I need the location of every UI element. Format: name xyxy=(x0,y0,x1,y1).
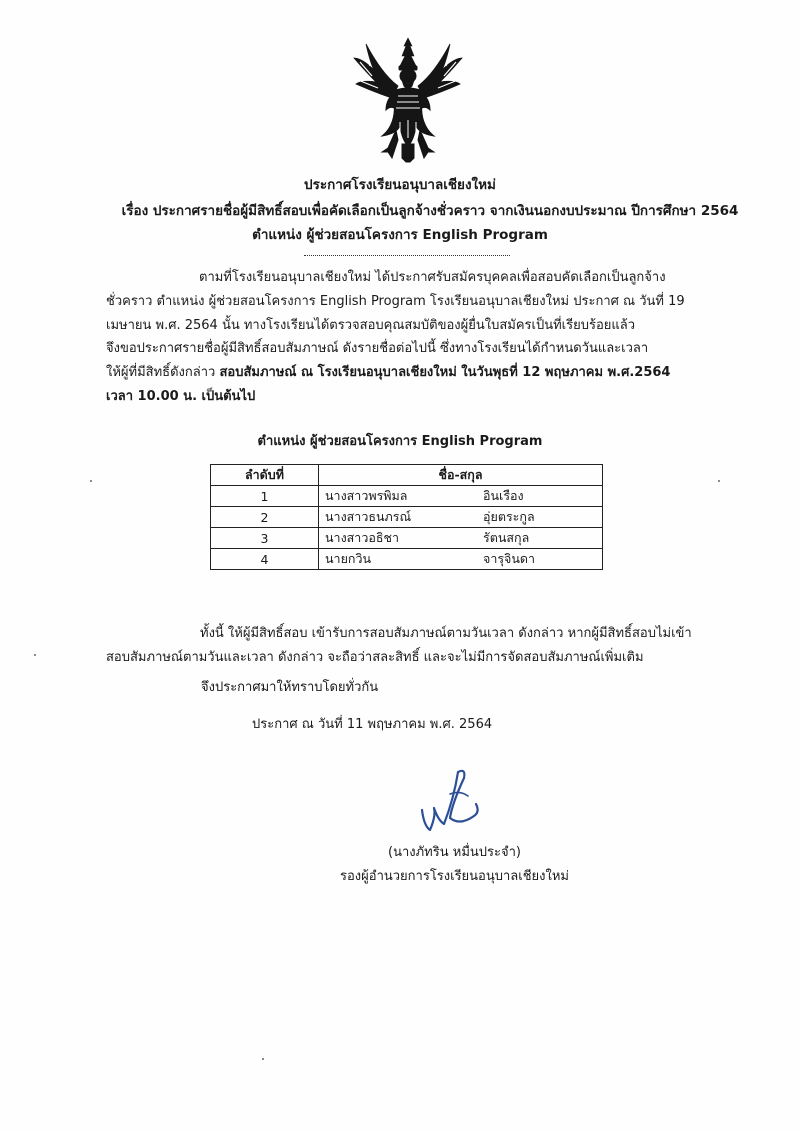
paragraph-line: จึงขอประกาศรายชื่อผู้มีสิทธิ์สอบสัมภาษณ์ ดังรายชื่อต่อไปนี้ ซึ่งทางโรงเรียนได้กำหนดวันและเวลา xyxy=(106,341,649,357)
announcement-title: ประกาศโรงเรียนอนุบาลเชียงใหม่ xyxy=(304,177,496,193)
table-caption: ตำแหน่ง ผู้ช่วยสอนโครงการ English Program xyxy=(257,434,543,449)
closing-line: จึงประกาศมาให้ทราบโดยทั่วกัน xyxy=(201,680,379,695)
announcement-subject: เรื่อง ประกาศรายชื่อผู้มีสิทธิ์สอบเพื่อคัดเลือกเป็นลูกจ้างชั่วคราว จากเงินนอกงบประมาณ ปีการศึกษา 2564 xyxy=(121,203,739,219)
candidate-table xyxy=(210,464,603,570)
signatory-name: (นางภัทริน หมื่นประจำ) xyxy=(388,845,521,860)
paragraph-line: เมษายน พ.ศ. 2564 นั้น ทางโรงเรียนได้ตรวจสอบคุณสมบัติของผู้ยื่นใบสมัครเป็นที่เรียบร้อยแล้ว xyxy=(106,317,636,333)
row-fullname xyxy=(319,528,603,549)
table-header-row xyxy=(211,465,603,486)
announcement-date: ประกาศ ณ วันที่ 11 พฤษภาคม พ.ศ. 2564 xyxy=(252,717,493,732)
announcement-position: ตำแหน่ง ผู้ช่วยสอนโครงการ English Program xyxy=(252,227,548,243)
scan-speck xyxy=(90,480,92,482)
row-number: 4 xyxy=(211,549,319,570)
scan-speck xyxy=(718,480,720,482)
header-divider xyxy=(304,255,510,256)
row-fullname xyxy=(319,486,603,507)
paragraph-line: ตามที่โรงเรียนอนุบาลเชียงใหม่ ได้ประกาศรับสมัครบุคคลเพื่อสอบคัดเลือกเป็นลูกจ้าง xyxy=(199,270,666,285)
paragraph-line xyxy=(106,361,685,385)
row-number: 3 xyxy=(211,528,319,549)
row-last-name: อุ่ยตระกูล xyxy=(483,509,535,524)
interview-schedule: สอบสัมภาษณ์ ณ โรงเรียนอนุบาลเชียงใหม่ ในวันพุธที่ 12 พฤษภาคม พ.ศ.2564 xyxy=(219,365,671,381)
paragraph-line: ชั่วคราว ตำแหน่ง ผู้ช่วยสอนโครงการ English Program โรงเรียนอนุบาลเชียงใหม่ ประกาศ ณ วันที่ 19 xyxy=(106,293,685,309)
row-last-name: อินเรือง xyxy=(483,488,524,503)
row-fullname xyxy=(319,507,603,528)
row-first-name: นางสาวธนภรณ์ xyxy=(325,509,412,524)
row-first-name: นายกวิน xyxy=(325,551,372,566)
column-header-name: ชื่อ-สกุล xyxy=(319,465,603,486)
interview-time: เวลา 10.00 น. เป็นต้นไป xyxy=(106,388,256,404)
row-number: 1 xyxy=(211,486,319,507)
column-header-order: ลำดับที่ xyxy=(211,465,319,486)
paragraph-conditions xyxy=(106,622,692,670)
paragraph-text: ให้ผู้ที่มีสิทธิ์ดังกล่าว xyxy=(106,365,220,381)
table-row xyxy=(211,486,603,507)
garuda-emblem-icon xyxy=(352,36,464,164)
row-last-name: จารุจินดา xyxy=(483,551,536,566)
paragraph-line: ทั้งนี้ ให้ผู้มีสิทธิ์สอบ เข้ารับการสอบสัมภาษณ์ตามวันเวลา ดังกล่าว หากผู้มีสิทธิ์สอบไม่เข้า xyxy=(200,626,692,641)
row-last-name: รัตนสกุล xyxy=(483,530,530,545)
scan-speck xyxy=(34,654,36,656)
row-first-name: นางสาวพรพิมล xyxy=(325,488,408,503)
signatory-position: รองผู้อำนวยการโรงเรียนอนุบาลเชียงใหม่ xyxy=(340,869,569,884)
paragraph-line: สอบสัมภาษณ์ตามวันและเวลา ดังกล่าว จะถือว่าสละสิทธิ์ และจะไม่มีการจัดสอบสัมภาษณ์เพิ่มเติม xyxy=(106,649,644,665)
row-first-name: นางสาวอธิชา xyxy=(325,530,399,545)
table-row xyxy=(211,549,603,570)
table-row xyxy=(211,507,603,528)
scan-speck xyxy=(262,1058,264,1060)
row-fullname xyxy=(319,549,603,570)
table-row xyxy=(211,528,603,549)
row-number: 2 xyxy=(211,507,319,528)
handwritten-signature-icon xyxy=(414,764,484,836)
paragraph-intro xyxy=(106,266,685,409)
